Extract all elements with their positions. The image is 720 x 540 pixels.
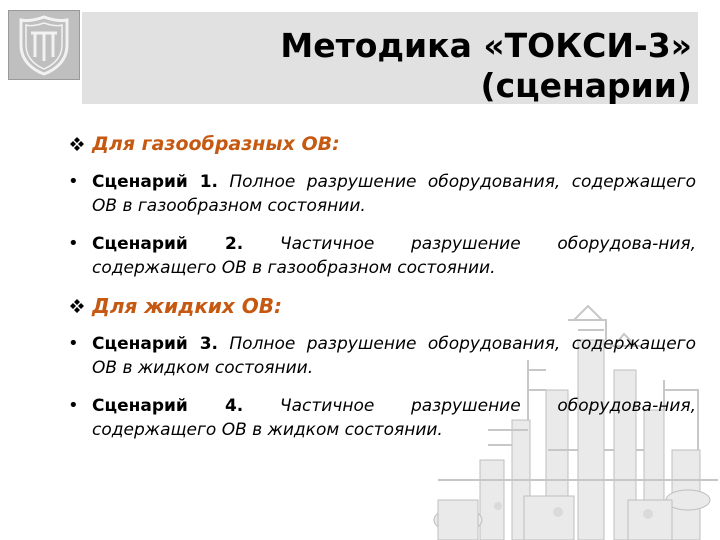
shield-emblem-icon xyxy=(9,11,79,79)
scenario-description: Полное разрушение оборудования, содержащего ОВ в газообразном состоянии. xyxy=(92,172,696,216)
bullet-dot-icon: • xyxy=(68,171,79,192)
list-item-scenario-4 xyxy=(66,394,696,442)
scenario-list-gas xyxy=(66,170,696,280)
diamond-bullet-icon xyxy=(68,298,86,316)
scenario-label: Сценарий 4. xyxy=(92,396,244,416)
slide-title xyxy=(280,26,692,106)
section-heading-liquid xyxy=(66,294,696,318)
section-heading-gas xyxy=(66,132,696,156)
title-line-1: Методика «ТОКСИ-3» xyxy=(280,26,692,65)
scenario-label: Сценарий 2. xyxy=(92,234,244,254)
list-item-scenario-1 xyxy=(66,170,696,218)
scenario-description: Полное разрушение оборудования, содержащего ОВ в жидком состоянии. xyxy=(92,334,696,378)
scenario-description: Частичное разрушение оборудова-ния, содержащего ОВ в газообразном состоянии. xyxy=(92,234,696,278)
bullet-dot-icon: • xyxy=(68,233,79,254)
bullet-dot-icon: • xyxy=(68,333,79,354)
scenario-list-liquid xyxy=(66,332,696,442)
emblem-logo xyxy=(8,10,80,80)
scenario-label: Сценарий 1. xyxy=(92,172,218,192)
section-heading-text: Для газообразных ОВ: xyxy=(92,133,340,155)
list-item-scenario-3 xyxy=(66,332,696,380)
list-item-scenario-2 xyxy=(66,232,696,280)
diamond-bullet-icon xyxy=(68,136,86,154)
title-line-2: (сценарии) xyxy=(480,66,692,105)
section-heading-text: Для жидких ОВ: xyxy=(92,294,283,318)
scenario-description: Частичное разрушение оборудова-ния, содержащего ОВ в жидком состоянии. xyxy=(92,396,696,440)
bullet-dot-icon: • xyxy=(68,395,79,416)
content-area xyxy=(66,132,696,442)
scenario-label: Сценарий 3. xyxy=(92,334,218,354)
